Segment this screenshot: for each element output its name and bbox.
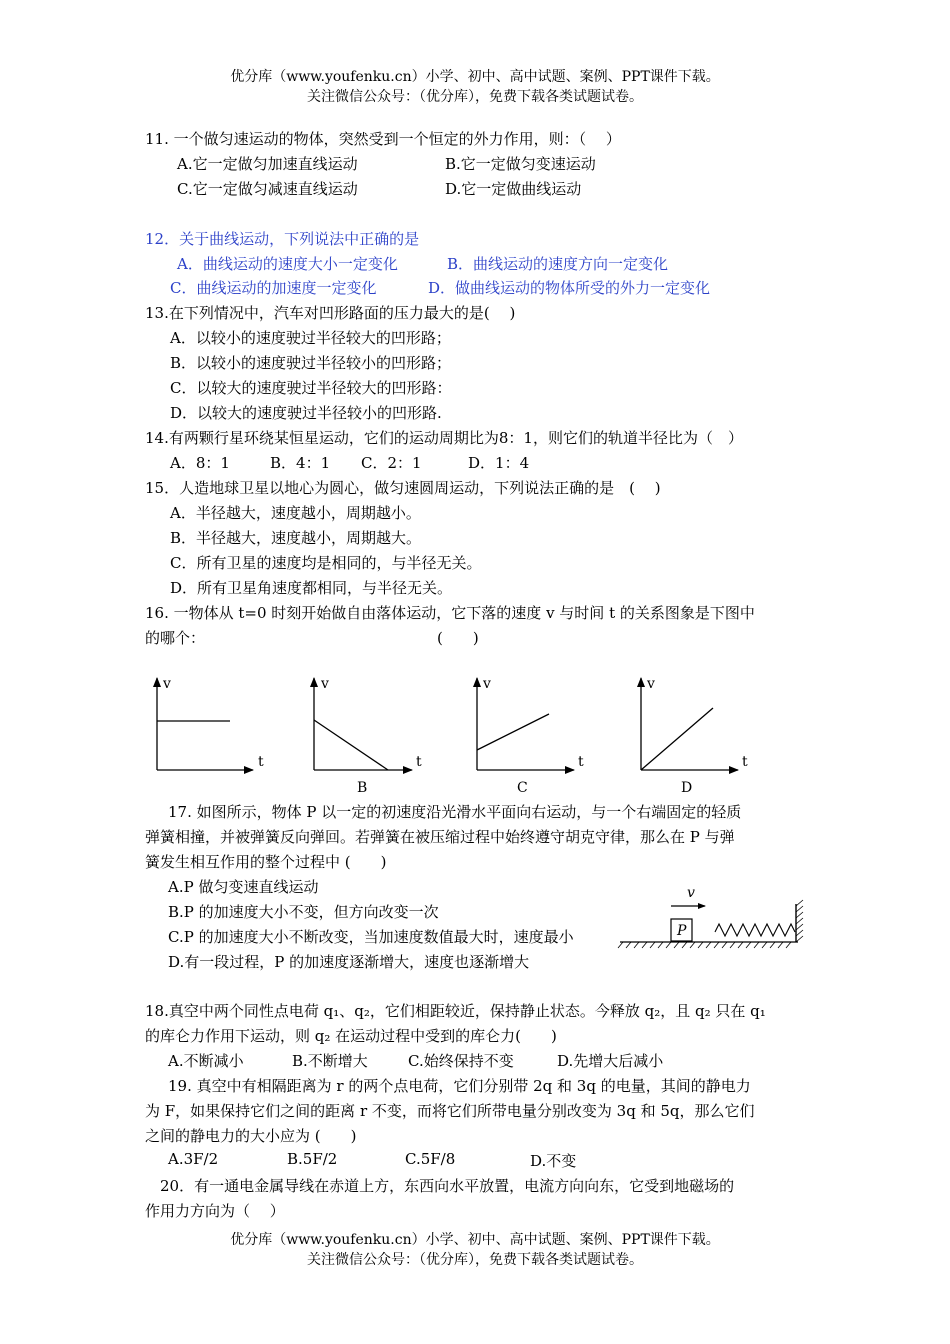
q17-spring-figure bbox=[615, 880, 810, 955]
q13-stem: 13.在下列情况中，汽车对凹形路面的压力最大的是( ) bbox=[145, 304, 516, 322]
q19-option-a: A.3F/2 bbox=[168, 1150, 219, 1168]
q15-option-b: B．半径越大，速度越小，周期越大。 bbox=[170, 529, 422, 547]
graph-a bbox=[157, 676, 264, 770]
graph-d bbox=[641, 676, 748, 796]
footer-line-1: 优分库（www.youfenku.cn）小学、初中、高中试题、案例、PPT课件下载。 bbox=[230, 1232, 720, 1248]
graph-d-t-label: t bbox=[742, 754, 748, 770]
q20-stem-line-1: 20．有一通电金属导线在赤道上方，东西向水平放置，电流方向向东，它受到地磁场的 bbox=[160, 1177, 735, 1195]
q16-answer-bracket: ( ) bbox=[437, 629, 479, 647]
q14-option-d: D．1：4 bbox=[468, 454, 530, 472]
graph-d-v-label: v bbox=[647, 676, 655, 692]
q15-option-c: C．所有卫星的速度均是相同的，与半径无关。 bbox=[170, 554, 482, 572]
q18-stem-line-1: 18.真空中两个同性点电荷 q₁、q₂，它们相距较近，保持静止状态。今释放 q₂，且 q₂ 只在 q₁ bbox=[145, 1002, 766, 1020]
block-p-label: P bbox=[677, 923, 687, 939]
q17-option-b: B.P 的加速度大小不变，但方向改变一次 bbox=[168, 903, 439, 921]
q16-vt-graphs bbox=[140, 670, 760, 800]
q15-option-d: D．所有卫星角速度都相同，与半径无关。 bbox=[170, 579, 453, 597]
q12-stem: 12．关于曲线运动，下列说法中正确的是 bbox=[145, 230, 420, 248]
q18-option-a: A.不断减小 bbox=[168, 1052, 244, 1070]
wall-hatching bbox=[796, 900, 803, 942]
q18-option-b: B.不断增大 bbox=[292, 1052, 368, 1070]
q11-option-b: B.它一定做匀变速运动 bbox=[445, 155, 596, 173]
q17-option-a: A.P 做匀变速直线运动 bbox=[168, 878, 319, 896]
q13-option-a: A．以较小的速度驶过半径较大的凹形路； bbox=[170, 329, 451, 347]
q17-option-c: C.P 的加速度大小不断改变，当加速度数值最大时，速度最小 bbox=[168, 928, 574, 946]
q18-stem-line-2: 的库仑力作用下运动，则 q₂ 在运动过程中受到的库仑力( ) bbox=[145, 1027, 557, 1045]
q19-option-b: B.5F/2 bbox=[287, 1150, 338, 1168]
graph-c-label: C bbox=[517, 780, 528, 796]
q19-stem-line-2: 为 F，如果保持它们之间的距离 r 不变，而将它们所带电量分别改变为 3q 和 5q，那么它们 bbox=[145, 1102, 755, 1120]
q14-stem: 14.有两颗行星环绕某恒星运动，它们的运动周期比为8：1，则它们的轨道半径比为（ ） bbox=[145, 429, 743, 447]
spring bbox=[715, 924, 795, 936]
ground-hatching bbox=[618, 942, 791, 948]
q15-option-a: A．半径越大，速度越小，周期越小。 bbox=[170, 504, 421, 522]
q17-stem-line-3: 簧发生相互作用的整个过程中 ( ) bbox=[145, 853, 387, 871]
q17-stem-line-2: 弹簧相撞，并被弹簧反向弹回。若弹簧在被压缩过程中始终遵守胡克守律，那么在 P 与弹 bbox=[145, 828, 735, 846]
graph-c-t-label: t bbox=[578, 754, 584, 770]
q20-stem-line-2: 作用力方向为（ ） bbox=[145, 1202, 285, 1220]
header-line-2: 关注微信公众号：（优分库），免费下载各类试题试卷。 bbox=[307, 89, 643, 105]
q13-option-d: D．以较大的速度驶过半径较小的凹形路. bbox=[170, 404, 442, 422]
graph-a-t-label: t bbox=[258, 754, 264, 770]
q12-option-a: A．曲线运动的速度大小一定变化 bbox=[177, 255, 398, 273]
graph-b-label: B bbox=[357, 780, 368, 796]
q13-option-c: C．以较大的速度驶过半径较大的凹形路： bbox=[170, 379, 452, 397]
graph-b bbox=[314, 676, 422, 796]
velocity-label: v bbox=[687, 885, 695, 901]
graph-b-v-label: v bbox=[321, 676, 329, 692]
q11-option-a: A.它一定做匀加速直线运动 bbox=[177, 155, 358, 173]
q18-option-d: D.先增大后减小 bbox=[557, 1052, 664, 1070]
q11-stem: 11. 一个做匀速运动的物体，突然受到一个恒定的外力作用，则：（ ） bbox=[145, 130, 621, 148]
q12-option-b: B．曲线运动的速度方向一定变化 bbox=[447, 255, 669, 273]
q14-option-b: B．4：1 bbox=[270, 454, 331, 472]
q16-stem-line-1: 16. 一物体从 t=0 时刻开始做自由落体运动，它下落的速度 v 与时间 t 的关系图象是下图中 bbox=[145, 604, 755, 622]
q11-option-d: D.它一定做曲线运动 bbox=[445, 180, 582, 198]
graph-c-v-label: v bbox=[483, 676, 491, 692]
graph-d-line bbox=[641, 708, 713, 770]
q19-stem-line-3: 之间的静电力的大小应为 ( ) bbox=[145, 1127, 357, 1145]
q14-option-c: C．2：1 bbox=[361, 454, 422, 472]
q12-option-c: C．曲线运动的加速度一定变化 bbox=[170, 279, 377, 297]
q11-option-c: C.它一定做匀减速直线运动 bbox=[177, 180, 358, 198]
q14-option-a: A．8：1 bbox=[170, 454, 230, 472]
q19-option-d: D.不变 bbox=[530, 1152, 577, 1170]
header-line-1: 优分库（www.youfenku.cn）小学、初中、高中试题、案例、PPT课件下载。 bbox=[230, 69, 720, 85]
graph-b-t-label: t bbox=[416, 754, 422, 770]
q12-option-d: D．做曲线运动的物体所受的外力一定变化 bbox=[428, 279, 711, 297]
q13-option-b: B．以较小的速度驶过半径较小的凹形路； bbox=[170, 354, 452, 372]
footer-line-2: 关注微信公众号：（优分库），免费下载各类试题试卷。 bbox=[307, 1252, 643, 1268]
graph-b-line bbox=[314, 720, 388, 770]
graph-a-v-label: v bbox=[163, 676, 171, 692]
q16-stem-line-2: 的哪个： bbox=[145, 629, 206, 647]
graph-c bbox=[477, 676, 584, 796]
q17-option-d: D.有一段过程，P 的加速度逐渐增大，速度也逐渐增大 bbox=[168, 953, 530, 971]
q19-stem-line-1: 19. 真空中有相隔距离为 r 的两个点电荷，它们分别带 2q 和 3q 的电量，其间的静电力 bbox=[168, 1077, 751, 1095]
q15-stem: 15．人造地球卫星以地心为圆心，做匀速圆周运动，下列说法正确的是 ( ) bbox=[145, 479, 661, 497]
q19-option-c: C.5F/8 bbox=[405, 1150, 456, 1168]
graph-d-label: D bbox=[681, 780, 693, 796]
q18-option-c: C.始终保持不变 bbox=[408, 1052, 514, 1070]
q17-stem-line-1: 17. 如图所示，物体 P 以一定的初速度沿光滑水平面向右运动，与一个右端固定的轻质 bbox=[168, 803, 742, 821]
graph-c-line bbox=[477, 714, 549, 750]
